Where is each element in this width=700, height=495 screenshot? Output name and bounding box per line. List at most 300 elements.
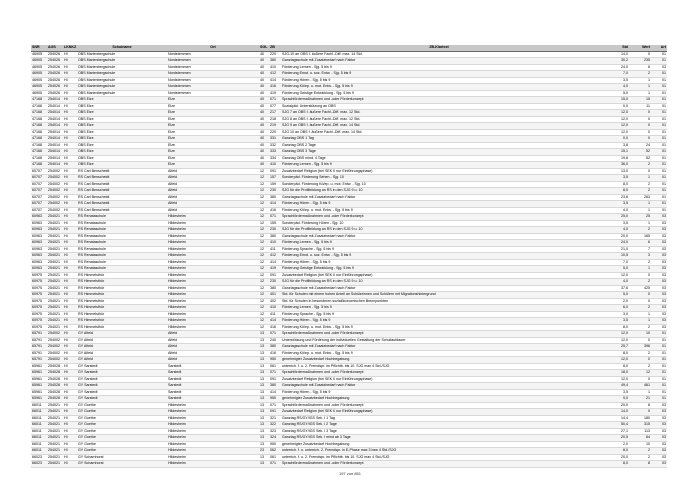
cell-zb: 380 bbox=[269, 383, 281, 390]
cell-lknkz: HI bbox=[63, 370, 77, 377]
cell-ort: Hildesheim bbox=[167, 266, 259, 273]
cell-sgl: 13 bbox=[259, 422, 269, 429]
cell-lknkz: HI bbox=[63, 285, 77, 292]
cell-snr: 46905 bbox=[31, 90, 47, 97]
cell-art: 03 bbox=[651, 214, 667, 221]
cell-std: 9,0 bbox=[597, 396, 629, 403]
cell-snr: 60975 bbox=[31, 292, 47, 299]
cell-schulname: RS Himmelsthür bbox=[77, 318, 167, 325]
cell-wert: 52 bbox=[629, 149, 651, 156]
cell-snr: 46905 bbox=[31, 58, 47, 65]
cell-ort: Hildesheim bbox=[167, 240, 259, 247]
cell-ort: Hildesheim bbox=[167, 409, 259, 416]
cell-art: 03 bbox=[651, 298, 667, 305]
cell-zb: 414 bbox=[269, 201, 281, 208]
cell-zb-klartext: Unterstützung und Förderung der individuellen Gestaltung der Schullaufdauer bbox=[281, 337, 597, 344]
cell-zb: 410 bbox=[269, 162, 281, 169]
cell-wert: 0 bbox=[629, 168, 651, 175]
cell-zb: 412 bbox=[269, 253, 281, 260]
cell-sgl: 13 bbox=[259, 454, 269, 461]
cell-ort: Alfeld bbox=[167, 194, 259, 201]
cell-zb-klartext: Förderung Kö/ep. u. mot. Entw. - Sjg. 5 bis 9 bbox=[281, 207, 597, 214]
cell-sgl: 13 bbox=[259, 376, 269, 383]
cell-wert: 2 bbox=[629, 448, 651, 455]
cell-schulname: RS Carl Benscheidt bbox=[77, 188, 167, 195]
cell-schulname: GY Goethe bbox=[77, 428, 167, 435]
cell-wert: 3 bbox=[629, 253, 651, 260]
cell-schulname: GY Sarstedt bbox=[77, 396, 167, 403]
cell-schulname: RS Renataschule bbox=[77, 266, 167, 273]
cell-zb: 071 bbox=[269, 331, 281, 338]
cell-snr: 66011 bbox=[31, 409, 47, 416]
cell-schulname: RS Himmelsthür bbox=[77, 298, 167, 305]
cell-lknkz: HI bbox=[63, 246, 77, 253]
cell-schulname: RS Renataschule bbox=[77, 220, 167, 227]
cell-ags: 254021 bbox=[47, 220, 63, 227]
cell-schulname: OBS Marienbergschule bbox=[77, 77, 167, 84]
cell-std: 13,0 bbox=[597, 168, 629, 175]
cell-ags: 254021 bbox=[47, 402, 63, 409]
cell-snr: 66011 bbox=[31, 415, 47, 422]
cell-zb-klartext: Ganztag OBS 1 Tag bbox=[281, 136, 597, 143]
cell-zb-klartext: Std. für Schulen in besonderen sozialökonomischen Brennpunkten bbox=[281, 298, 597, 305]
cell-art: 01 bbox=[651, 123, 667, 130]
cell-schulname: OBS Elze bbox=[77, 136, 167, 143]
cell-zb-klartext: Förderung Lernen - Sjg. 5 bis 9 bbox=[281, 64, 597, 71]
cell-ags: 254014 bbox=[47, 116, 63, 123]
cell-schulname: RS Renataschule bbox=[77, 227, 167, 234]
cell-snr: 47168 bbox=[31, 149, 47, 156]
cell-wert: 1 bbox=[629, 90, 651, 97]
cell-snr: 47168 bbox=[31, 129, 47, 136]
cell-snr: 60963 bbox=[31, 253, 47, 260]
header-ort: Ort bbox=[167, 45, 259, 51]
cell-wert: 0 bbox=[629, 51, 651, 58]
cell-ort: Elze bbox=[167, 149, 259, 156]
cell-zb-klartext: Ganztagsschule mit Zusatzbedarf nach Faktor bbox=[281, 285, 597, 292]
cell-snr: 46905 bbox=[31, 64, 47, 71]
cell-zb: 331 bbox=[269, 136, 281, 143]
cell-zb-klartext: unterrich. f. o. unterrich. 2. Fremdspr. in E-Phase max 3 bzw 4 Std./SJG bbox=[281, 448, 597, 455]
cell-zb-klartext: genehmigter Zusatzbedarf Hochbegabung bbox=[281, 441, 597, 448]
cell-wert: 315 bbox=[629, 422, 651, 429]
cell-zb: 321 bbox=[269, 415, 281, 422]
cell-zb-klartext: Förderung Hören - Sjg. 5 bis 9 bbox=[281, 259, 597, 266]
cell-ags: 254028 bbox=[47, 363, 63, 370]
data-sheet bbox=[31, 45, 667, 468]
cell-art: 01 bbox=[651, 181, 667, 188]
cell-ort: Hildesheim bbox=[167, 454, 259, 461]
cell-std: 8,0 bbox=[597, 448, 629, 455]
cell-zb-klartext: Förderung Emot. u. soz. Entw. - Sjg. 5 bis 9 bbox=[281, 71, 597, 78]
cell-wert: 0 bbox=[629, 409, 651, 416]
cell-ort: Hildesheim bbox=[167, 292, 259, 299]
cell-sgl: 12 bbox=[259, 324, 269, 331]
cell-ort: Hildesheim bbox=[167, 285, 259, 292]
cell-art: 01 bbox=[651, 376, 667, 383]
cell-art: 01 bbox=[651, 84, 667, 91]
cell-snr: 47168 bbox=[31, 155, 47, 162]
cell-wert: 25 bbox=[629, 214, 651, 221]
cell-art: 01 bbox=[651, 389, 667, 396]
cell-art: 01 bbox=[651, 58, 667, 65]
cell-ort: Hildesheim bbox=[167, 435, 259, 442]
cell-lknkz: HI bbox=[63, 318, 77, 325]
cell-lknkz: HI bbox=[63, 350, 77, 357]
cell-schulname: RS Himmelsthür bbox=[77, 285, 167, 292]
cell-snr: 60975 bbox=[31, 318, 47, 325]
cell-std: 36,0 bbox=[597, 162, 629, 169]
cell-schulname: OBS Elze bbox=[77, 162, 167, 169]
cell-art: 01 bbox=[651, 194, 667, 201]
cell-wert: 180 bbox=[629, 415, 651, 422]
cell-art: 03 bbox=[651, 422, 667, 429]
cell-lknkz: HI bbox=[63, 396, 77, 403]
cell-ort: Sarstedt bbox=[167, 376, 259, 383]
cell-zb: 380 bbox=[269, 344, 281, 351]
cell-lknkz: HI bbox=[63, 454, 77, 461]
cell-ags: 254002 bbox=[47, 337, 63, 344]
cell-zb-klartext: SJG 7 an OBS f. äußere Fachl.-Diff. max. 12 Std. bbox=[281, 110, 597, 117]
cell-schulname: OBS Elze bbox=[77, 97, 167, 104]
cell-ort: Elze bbox=[167, 155, 259, 162]
cell-zb-klartext: Förderung Kö/ep. u. mot. Entw. - Sjg. 5 bis 9 bbox=[281, 84, 597, 91]
cell-ort: Alfeld bbox=[167, 181, 259, 188]
cell-lknkz: HI bbox=[63, 149, 77, 156]
cell-zb-klartext: Förderung Lernen - Sjg. 5 bis 9 bbox=[281, 305, 597, 312]
cell-ags: 254026 bbox=[47, 90, 63, 97]
cell-lknkz: HI bbox=[63, 279, 77, 286]
cell-snr: 60975 bbox=[31, 279, 47, 286]
cell-ort: Sarstedt bbox=[167, 389, 259, 396]
cell-zb-klartext: Förderung Geistige Entwicklung - Sjg. 5 bis 9 bbox=[281, 90, 597, 97]
cell-schulname: OBS Elze bbox=[77, 149, 167, 156]
cell-std: 3,5 bbox=[597, 175, 629, 182]
cell-wert: 2 bbox=[629, 181, 651, 188]
cell-std: 12,0 bbox=[597, 110, 629, 117]
cell-snr: 47168 bbox=[31, 110, 47, 117]
cell-lknkz: HI bbox=[63, 383, 77, 390]
cell-zb: 416 bbox=[269, 84, 281, 91]
cell-zb-klartext: Ganztagsschule mit Zusatzbedarf nach Faktor bbox=[281, 344, 597, 351]
cell-ort: Alfeld bbox=[167, 207, 259, 214]
cell-zb-klartext: Förderung Lernen - Sjg. 5 bis 9 bbox=[281, 240, 597, 247]
cell-zb: 323 bbox=[269, 428, 281, 435]
cell-art: 03 bbox=[651, 461, 667, 468]
cell-sgl: 13 bbox=[259, 370, 269, 377]
cell-schulname: RS Carl Benscheidt bbox=[77, 201, 167, 208]
cell-std: 10,5 bbox=[597, 253, 629, 260]
cell-schulname: RS Carl Benscheidt bbox=[77, 175, 167, 182]
cell-zb: 380 bbox=[269, 194, 281, 201]
cell-art: 01 bbox=[651, 51, 667, 58]
cell-ags: 254028 bbox=[47, 370, 63, 377]
cell-snr: 65961 bbox=[31, 396, 47, 403]
header-std: Std bbox=[597, 45, 629, 51]
cell-ort: Elze bbox=[167, 103, 259, 110]
cell-ort: Hildesheim bbox=[167, 422, 259, 429]
cell-art: 01 bbox=[651, 350, 667, 357]
cell-ags: 254021 bbox=[47, 305, 63, 312]
cell-zb-klartext: Ganztag RS/GY/IGS Sek. I 2 Tage bbox=[281, 422, 597, 429]
cell-sgl: 13 bbox=[259, 441, 269, 448]
cell-ags: 254014 bbox=[47, 162, 63, 169]
cell-snr: 66023 bbox=[31, 454, 47, 461]
cell-snr: 60707 bbox=[31, 168, 47, 175]
cell-wert: 1 bbox=[629, 311, 651, 318]
cell-wert: 2 bbox=[629, 227, 651, 234]
cell-sgl: 40 bbox=[259, 129, 269, 136]
cell-art: 03 bbox=[651, 441, 667, 448]
cell-std: 5,0 bbox=[597, 90, 629, 97]
cell-zb: 230 bbox=[269, 227, 281, 234]
cell-ags: 254002 bbox=[47, 194, 63, 201]
cell-ags: 254002 bbox=[47, 188, 63, 195]
cell-ort: Hildesheim bbox=[167, 227, 259, 234]
cell-sgl: 13 bbox=[259, 435, 269, 442]
cell-std: 5,0 bbox=[597, 292, 629, 299]
cell-lknkz: HI bbox=[63, 272, 77, 279]
cell-snr: 60975 bbox=[31, 285, 47, 292]
cell-lknkz: HI bbox=[63, 136, 77, 143]
cell-zb: 334 bbox=[269, 155, 281, 162]
cell-schulname: GY Alfeld bbox=[77, 344, 167, 351]
cell-ort: Elze bbox=[167, 123, 259, 130]
cell-art: 03 bbox=[651, 409, 667, 416]
cell-wert: 64 bbox=[629, 435, 651, 442]
data-table bbox=[31, 45, 667, 468]
cell-zb: 091 bbox=[269, 168, 281, 175]
cell-std: 6,0 bbox=[597, 305, 629, 312]
cell-ags: 254021 bbox=[47, 324, 63, 331]
cell-sgl: 40 bbox=[259, 123, 269, 130]
cell-schulname: GY Alfeld bbox=[77, 331, 167, 338]
cell-schulname: GY Sarstedt bbox=[77, 363, 167, 370]
cell-wert: 2 bbox=[629, 71, 651, 78]
cell-art: 01 bbox=[651, 207, 667, 214]
cell-schulname: GY Scharnhorst bbox=[77, 454, 167, 461]
cell-std: 19,8 bbox=[597, 155, 629, 162]
cell-zb: 155 bbox=[269, 220, 281, 227]
cell-lknkz: HI bbox=[63, 240, 77, 247]
cell-ags: 254026 bbox=[47, 71, 63, 78]
cell-schulname: OBS Elze bbox=[77, 142, 167, 149]
cell-art: 03 bbox=[651, 266, 667, 273]
cell-sgl: 12 bbox=[259, 201, 269, 208]
page-number: 197 von 851 bbox=[338, 471, 362, 476]
cell-snr: 60975 bbox=[31, 298, 47, 305]
cell-wert: 2 bbox=[629, 305, 651, 312]
cell-std: 23,6 bbox=[597, 194, 629, 201]
cell-std: 30,2 bbox=[597, 58, 629, 65]
cell-ort: Hildesheim bbox=[167, 279, 259, 286]
cell-lknkz: HI bbox=[63, 331, 77, 338]
cell-ort: Hildesheim bbox=[167, 461, 259, 468]
cell-sgl: 12 bbox=[259, 253, 269, 260]
cell-zb: 091 bbox=[269, 409, 281, 416]
cell-sgl: 12 bbox=[259, 279, 269, 286]
cell-lknkz: HI bbox=[63, 175, 77, 182]
cell-zb: 071 bbox=[269, 402, 281, 409]
cell-art: 03 bbox=[651, 233, 667, 240]
cell-lknkz: HI bbox=[63, 181, 77, 188]
cell-ags: 254026 bbox=[47, 51, 63, 58]
cell-sgl: 12 bbox=[259, 305, 269, 312]
cell-snr: 47168 bbox=[31, 103, 47, 110]
cell-art: 01 bbox=[651, 136, 667, 143]
cell-ags: 254021 bbox=[47, 292, 63, 299]
cell-art: 01 bbox=[651, 331, 667, 338]
cell-sgl: 13 bbox=[259, 350, 269, 357]
cell-schulname: GY Goethe bbox=[77, 441, 167, 448]
cell-zb-klartext: SJG 9 an OBS f. äußere Fachl.-Diff. max. 14 Std. bbox=[281, 123, 597, 130]
cell-schulname: RS Himmelsthür bbox=[77, 292, 167, 299]
cell-sgl: 12 bbox=[259, 292, 269, 299]
cell-schulname: RS Renataschule bbox=[77, 246, 167, 253]
cell-ags: 254028 bbox=[47, 383, 63, 390]
cell-std: 2,0 bbox=[597, 441, 629, 448]
cell-ort: Hildesheim bbox=[167, 272, 259, 279]
cell-art: 03 bbox=[651, 305, 667, 312]
cell-lknkz: HI bbox=[63, 129, 77, 136]
header-zb-klartext: ZB-Klartext bbox=[281, 45, 597, 51]
cell-sgl: 40 bbox=[259, 77, 269, 84]
cell-snr: 66011 bbox=[31, 441, 47, 448]
cell-zb: 230 bbox=[269, 188, 281, 195]
cell-ags: 254021 bbox=[47, 240, 63, 247]
cell-snr: 46905 bbox=[31, 77, 47, 84]
cell-schulname: RS Himmelsthür bbox=[77, 279, 167, 286]
cell-sgl: 13 bbox=[259, 389, 269, 396]
cell-zb: 091 bbox=[269, 376, 281, 383]
cell-std: 3,5 bbox=[597, 389, 629, 396]
header-sgl: SGL bbox=[260, 45, 268, 49]
cell-sgl: 12 bbox=[259, 214, 269, 221]
cell-zb-klartext: Ganztag RS/GY/IGS Sek. I mind ab 3 Tage bbox=[281, 435, 597, 442]
cell-wert: 0 bbox=[629, 337, 651, 344]
cell-std: 14,0 bbox=[597, 51, 629, 58]
cell-ort: Hildesheim bbox=[167, 428, 259, 435]
cell-schulname: GY Sarstedt bbox=[77, 383, 167, 390]
cell-zb: 414 bbox=[269, 318, 281, 325]
cell-art: 01 bbox=[651, 337, 667, 344]
cell-art: 03 bbox=[651, 415, 667, 422]
cell-zb: 333 bbox=[269, 149, 281, 156]
cell-sgl: 12 bbox=[259, 188, 269, 195]
cell-sgl: 12 bbox=[259, 259, 269, 266]
cell-lknkz: HI bbox=[63, 409, 77, 416]
cell-zb: 217 bbox=[269, 110, 281, 117]
cell-wert: 6 bbox=[629, 64, 651, 71]
cell-wert: 0 bbox=[629, 110, 651, 117]
cell-ort: Elze bbox=[167, 142, 259, 149]
cell-wert: 7 bbox=[629, 246, 651, 253]
cell-wert: 8 bbox=[629, 461, 651, 468]
cell-std: 12,0 bbox=[597, 357, 629, 364]
cell-ags: 254021 bbox=[47, 461, 63, 468]
header-zb: ZB bbox=[269, 45, 281, 51]
cell-ort: Nordstemmen bbox=[167, 84, 259, 91]
cell-wert: 0 bbox=[629, 123, 651, 130]
cell-wert: 2 bbox=[629, 363, 651, 370]
cell-ort: Hildesheim bbox=[167, 441, 259, 448]
cell-lknkz: HI bbox=[63, 441, 77, 448]
cell-wert: 1 bbox=[629, 266, 651, 273]
cell-sgl: 40 bbox=[259, 90, 269, 97]
cell-ags: 254021 bbox=[47, 214, 63, 221]
cell-snr: 60975 bbox=[31, 305, 47, 312]
cell-sgl: 13 bbox=[259, 337, 269, 344]
cell-art: 01 bbox=[651, 396, 667, 403]
cell-ort: Alfeld bbox=[167, 331, 259, 338]
cell-lknkz: HI bbox=[63, 389, 77, 396]
cell-schulname: GY Sarstedt bbox=[77, 370, 167, 377]
cell-sgl: 13 bbox=[259, 409, 269, 416]
cell-zb-klartext: SJG 8 an OBS f. äußere Fachl.-Diff. max. 12 Std. bbox=[281, 116, 597, 123]
cell-wert: 21 bbox=[629, 396, 651, 403]
cell-snr: 60975 bbox=[31, 311, 47, 318]
cell-ort: Sarstedt bbox=[167, 383, 259, 390]
cell-wert: 1 bbox=[629, 175, 651, 182]
table-row bbox=[31, 461, 667, 468]
cell-schulname: RS Renataschule bbox=[77, 253, 167, 260]
cell-ags: 254021 bbox=[47, 441, 63, 448]
cell-schulname: RS Carl Benscheidt bbox=[77, 168, 167, 175]
cell-ags: 254021 bbox=[47, 266, 63, 273]
cell-schulname: GY Goethe bbox=[77, 435, 167, 442]
cell-std: 8,0 bbox=[597, 188, 629, 195]
cell-zb: 416 bbox=[269, 350, 281, 357]
cell-schulname: GY Sarstedt bbox=[77, 376, 167, 383]
cell-schulname: GY Alfeld bbox=[77, 337, 167, 344]
cell-snr: 66011 bbox=[31, 422, 47, 429]
cell-art: 03 bbox=[651, 64, 667, 71]
table-body bbox=[31, 51, 667, 467]
cell-ags: 254002 bbox=[47, 201, 63, 208]
cell-ort: Alfeld bbox=[167, 357, 259, 364]
cell-ort: Hildesheim bbox=[167, 415, 259, 422]
cell-art: 03 bbox=[651, 272, 667, 279]
cell-art: 03 bbox=[651, 435, 667, 442]
cell-schulname: OBS Marienbergschule bbox=[77, 71, 167, 78]
cell-zb-klartext: Sprachfördermaßnahmen und -oder Förderkonzept bbox=[281, 331, 597, 338]
cell-zb: 950 bbox=[269, 441, 281, 448]
cell-zb-klartext: Sozialpäd. Unterstützung an OBS bbox=[281, 103, 597, 110]
cell-ort: Hildesheim bbox=[167, 298, 259, 305]
cell-wert: 2 bbox=[629, 350, 651, 357]
cell-snr: 47168 bbox=[31, 136, 47, 143]
cell-art: 01 bbox=[651, 344, 667, 351]
cell-ort: Nordstemmen bbox=[167, 90, 259, 97]
cell-art: 01 bbox=[651, 129, 667, 136]
cell-art: 01 bbox=[651, 201, 667, 208]
cell-zb: 220 bbox=[269, 51, 281, 58]
cell-sgl: 40 bbox=[259, 110, 269, 117]
cell-lknkz: HI bbox=[63, 142, 77, 149]
cell-snr: 65791 bbox=[31, 337, 47, 344]
cell-zb-klartext: unterrich. f. u. 2. Fremdspr. im Pflichtb. bis 10. SJG max 4 Std./SJG bbox=[281, 363, 597, 370]
cell-wert: 8 bbox=[629, 402, 651, 409]
cell-art: 01 bbox=[651, 188, 667, 195]
cell-sgl: 40 bbox=[259, 136, 269, 143]
cell-sgl: 12 bbox=[259, 168, 269, 175]
cell-ort: Hildesheim bbox=[167, 305, 259, 312]
cell-wert: 396 bbox=[629, 344, 651, 351]
cell-ags: 254028 bbox=[47, 376, 63, 383]
cell-zb-klartext: Ganztag OBS 2 Tage bbox=[281, 142, 597, 149]
cell-sgl: 40 bbox=[259, 84, 269, 91]
cell-snr: 66023 bbox=[31, 461, 47, 468]
